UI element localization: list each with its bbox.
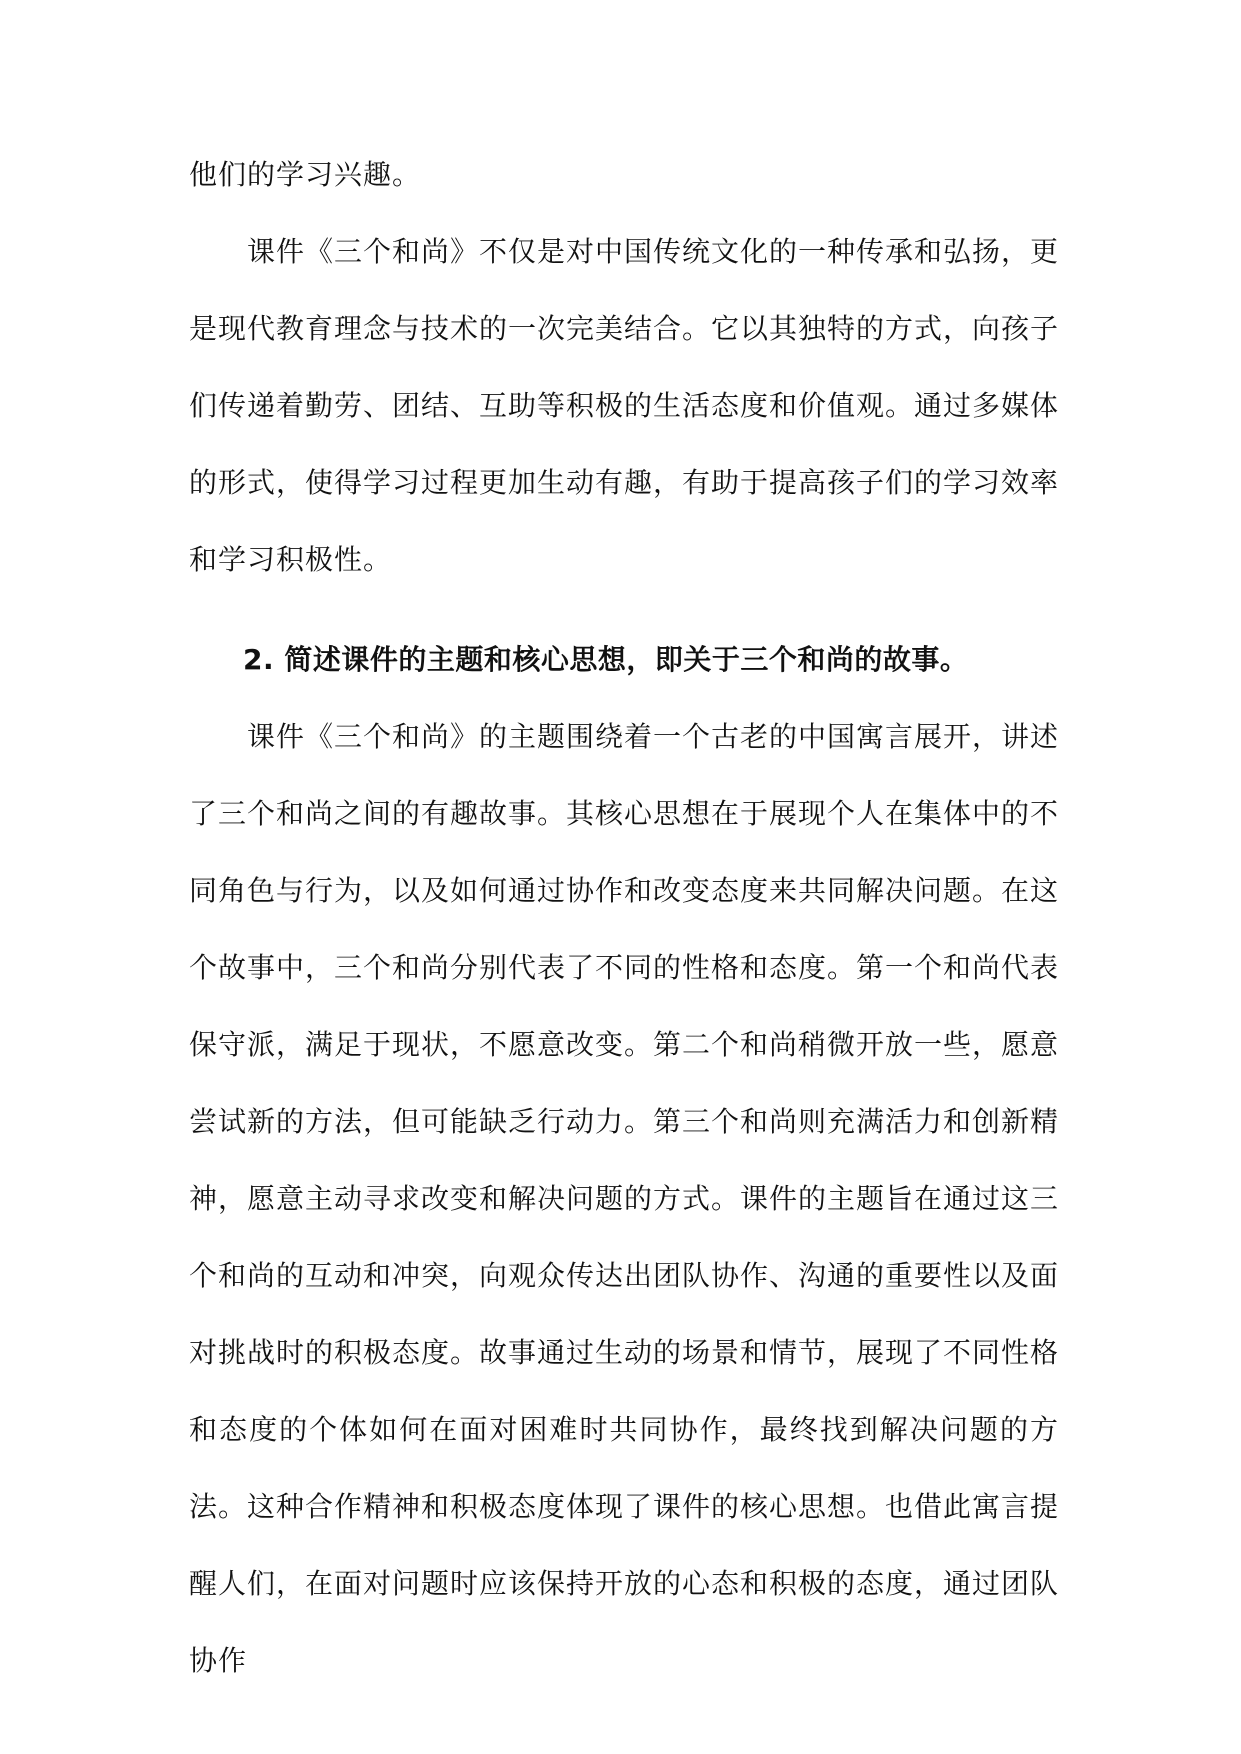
paragraph-theme-core-idea: 课件《三个和尚》的主题围绕着一个古老的中国寓言展开，讲述了三个和尚之间的有趣故事。其核心思想在于展现个人在集体中的不同角色与行为，以及如何通过协作和改变态度来共同解决问题。在这个故事中，三个和尚分别代表了不同的性格和态度。第一个和尚代表保守派，满足于现状，不愿意改变。第二个和尚稍微开放一些，愿意尝试新的方法，但可能缺乏行动力。第三个和尚则充满活力和创新精神，愿意主动寻求改变和解决问题的方式。课件的主题旨在通过这三个和尚的互动和冲突，向观众传达出团队协作、沟通的重要性以及面对挑战时的积极态度。故事通过生动的场景和情节，展现了不同性格和态度的个体如何在面对困难时共同协作，最终找到解决问题的方法。这种合作精神和积极态度体现了课件的核心思想。也借此寓言提醒人们，在面对问题时应该保持开放的心态和积极的态度，通过团队协作 <box>189 720 1060 1677</box>
document-body <box>189 136 1059 1699</box>
paragraph-courseware-summary: 课件《三个和尚》不仅是对中国传统文化的一种传承和弘扬，更是现代教育理念与技术的一次完美结合。它以其独特的方式，向孩子们传递着勤劳、团结、互助等积极的生活态度和价值观。通过多媒体的形式，使得学习过程更加生动有趣，有助于提高孩子们的学习效率和学习积极性。 <box>189 235 1060 576</box>
paragraph-continuation: 他们的学习兴趣。 <box>189 158 422 191</box>
section-heading: 2. 简述课件的主题和核心思想，即关于三个和尚的故事。 <box>243 643 969 676</box>
section-spacer <box>189 598 1059 621</box>
